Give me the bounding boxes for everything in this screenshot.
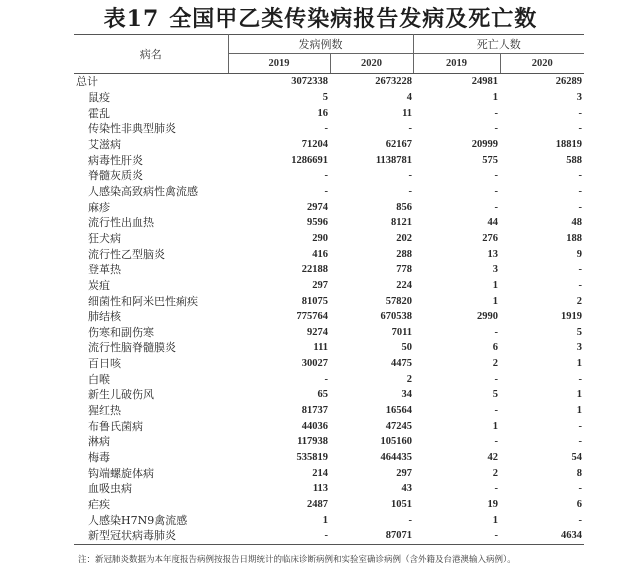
table-title bbox=[0, 2, 641, 33]
table-body bbox=[74, 74, 584, 545]
deaths-2019-cell: 6 bbox=[492, 342, 498, 354]
deaths-2020-cell: 9 bbox=[576, 248, 582, 260]
disease-name: 人感染H7N9禽流感 bbox=[88, 513, 188, 527]
cases-2019-cell: 297 bbox=[312, 279, 328, 291]
header-cases-2019: 2019 bbox=[228, 54, 330, 74]
cases-2019-cell: 290 bbox=[312, 232, 328, 244]
cases-2020-cell: 43 bbox=[401, 483, 412, 495]
cases-2020-cell: 50 bbox=[401, 342, 412, 354]
cases-2020-cell: 4475 bbox=[391, 358, 412, 370]
header-disease-name: 病名 bbox=[74, 35, 228, 74]
table-row bbox=[74, 184, 584, 200]
disease-name: 疟疾 bbox=[88, 498, 110, 512]
deaths-2020-cell: 1 bbox=[576, 358, 582, 370]
deaths-2020-cell: - bbox=[578, 420, 582, 432]
cases-2020-cell: 16564 bbox=[385, 405, 412, 417]
disease-name: 布鲁氏菌病 bbox=[88, 419, 143, 433]
table-row bbox=[74, 371, 584, 387]
cases-2019-cell: 5 bbox=[322, 91, 328, 103]
deaths-2019-cell: - bbox=[494, 373, 498, 385]
disease-name: 炭疽 bbox=[88, 278, 110, 292]
disease-name: 细菌性和阿米巴性痢疾 bbox=[88, 294, 198, 308]
cases-2020-cell: 464435 bbox=[380, 452, 412, 464]
deaths-2020-cell: - bbox=[578, 483, 582, 495]
table-row-total bbox=[74, 74, 584, 90]
table-row bbox=[74, 512, 584, 528]
deaths-2020-cell: 54 bbox=[571, 452, 582, 464]
disease-name: 伤寒和副伤寒 bbox=[88, 325, 154, 339]
disease-name: 血吸虫病 bbox=[88, 482, 132, 496]
disease-name: 流行性脑脊髓膜炎 bbox=[88, 341, 176, 355]
cases-2020-cell: 57820 bbox=[385, 295, 412, 307]
cases-2019-cell: 1 bbox=[322, 514, 328, 526]
disease-name: 流行性乙型脑炎 bbox=[88, 247, 165, 261]
deaths-2020-cell: 588 bbox=[566, 154, 582, 166]
deaths-2019-cell: 2 bbox=[492, 358, 498, 370]
cases-2020-cell: 7011 bbox=[391, 326, 412, 338]
deaths-2019-cell: 2990 bbox=[477, 311, 498, 323]
deaths-2019-cell: 24981 bbox=[471, 76, 498, 88]
deaths-2020-cell: - bbox=[578, 436, 582, 448]
cases-2020-cell: 1051 bbox=[391, 499, 412, 511]
cases-2019-cell: 44036 bbox=[301, 420, 328, 432]
table-row bbox=[74, 293, 584, 309]
table-row bbox=[74, 434, 584, 450]
cases-2020-cell: 202 bbox=[396, 232, 412, 244]
table-row bbox=[74, 403, 584, 419]
deaths-2020-cell: - bbox=[578, 514, 582, 526]
cases-2020-cell: 87071 bbox=[330, 528, 413, 544]
table-row bbox=[74, 215, 584, 231]
disease-name: 百日咳 bbox=[88, 357, 121, 371]
cases-2020-cell: 62167 bbox=[385, 138, 412, 150]
deaths-2019-cell: 42 bbox=[487, 452, 498, 464]
cases-2020-cell: 778 bbox=[396, 264, 412, 276]
deaths-2020-cell: 8 bbox=[576, 467, 582, 479]
cases-2019-cell: - bbox=[324, 185, 328, 197]
table-row bbox=[74, 199, 584, 215]
table-number: 表17 bbox=[103, 6, 160, 32]
deaths-2020-cell: 5 bbox=[576, 326, 582, 338]
deaths-2020-cell: 48 bbox=[571, 217, 582, 229]
cases-2019-cell: 3072338 bbox=[291, 76, 328, 88]
cases-2020-cell: - bbox=[408, 185, 412, 197]
cases-2020-cell: 8121 bbox=[391, 217, 412, 229]
disease-name: 新生儿破伤风 bbox=[88, 388, 154, 402]
deaths-2020-cell: - bbox=[578, 201, 582, 213]
deaths-2020-cell: 26289 bbox=[555, 76, 582, 88]
cases-2020-cell: 2673228 bbox=[375, 76, 412, 88]
deaths-2019-cell: 1 bbox=[492, 295, 498, 307]
disease-name: 鼠疫 bbox=[88, 90, 110, 104]
deaths-2020-cell: 2 bbox=[576, 295, 582, 307]
header-deaths-group: 死亡人数 bbox=[413, 35, 584, 54]
cases-2019-cell: 775764 bbox=[296, 311, 328, 323]
cases-2020-cell: 288 bbox=[396, 248, 412, 260]
cases-2020-cell: 2 bbox=[406, 373, 412, 385]
deaths-2020-cell: - bbox=[578, 279, 582, 291]
header-deaths-2020: 2020 bbox=[500, 54, 584, 74]
cases-2019-cell: 71204 bbox=[301, 138, 328, 150]
deaths-2020-cell: - bbox=[578, 170, 582, 182]
deaths-2019-cell: 5 bbox=[492, 389, 498, 401]
table-row bbox=[74, 325, 584, 341]
deaths-2019-cell: - bbox=[494, 326, 498, 338]
deaths-2019-cell: 1 bbox=[492, 279, 498, 291]
cases-2019-cell: 9274 bbox=[307, 326, 328, 338]
deaths-2019-cell: 2 bbox=[492, 467, 498, 479]
deaths-2019-cell: - bbox=[494, 170, 498, 182]
cases-2019-cell: 30027 bbox=[301, 358, 328, 370]
deaths-2020-cell: - bbox=[578, 123, 582, 135]
deaths-2019-cell: - bbox=[494, 405, 498, 417]
deaths-2019-cell: 1 bbox=[492, 91, 498, 103]
disease-name: 狂犬病 bbox=[88, 231, 121, 245]
cases-2020-cell: - bbox=[408, 514, 412, 526]
header-cases-2020: 2020 bbox=[330, 54, 413, 74]
table-title-text: 全国甲乙类传染病报告发病及死亡数 bbox=[169, 6, 538, 32]
deaths-2019-cell: 1 bbox=[492, 514, 498, 526]
cases-2019-cell: - bbox=[324, 170, 328, 182]
deaths-2020-cell: 188 bbox=[566, 232, 582, 244]
header-deaths-2019: 2019 bbox=[413, 54, 500, 74]
cases-2020-cell: 670538 bbox=[380, 311, 412, 323]
disease-name: 淋病 bbox=[88, 435, 110, 449]
cases-2019-cell: 416 bbox=[312, 248, 328, 260]
deaths-2019-cell: 19 bbox=[487, 499, 498, 511]
cases-2019-cell: 2487 bbox=[307, 499, 328, 511]
header-cases-group: 发病例数 bbox=[228, 35, 413, 54]
deaths-2020-cell: 1 bbox=[576, 405, 582, 417]
disease-name: 肺结核 bbox=[88, 310, 121, 324]
table-row bbox=[74, 340, 584, 356]
table-row bbox=[74, 450, 584, 466]
table-row bbox=[74, 497, 584, 513]
deaths-2019-cell: 20999 bbox=[471, 138, 498, 150]
deaths-2020-cell: - bbox=[578, 107, 582, 119]
cases-2019-cell: 117938 bbox=[297, 436, 328, 448]
cases-2019-cell: 1286691 bbox=[291, 154, 328, 166]
table-row bbox=[74, 246, 584, 262]
deaths-2020-cell: 3 bbox=[576, 91, 582, 103]
deaths-2019-cell: 13 bbox=[487, 248, 498, 260]
deaths-2020-cell: - bbox=[578, 185, 582, 197]
deaths-2020-cell: 3 bbox=[576, 342, 582, 354]
disease-name: 艾滋病 bbox=[88, 137, 121, 151]
cases-2020-cell: 224 bbox=[396, 279, 412, 291]
table-row bbox=[74, 309, 584, 325]
disease-name: 新型冠状病毒肺炎 bbox=[74, 528, 228, 544]
deaths-2019-cell: - bbox=[494, 201, 498, 213]
deaths-2019-cell: 1 bbox=[492, 420, 498, 432]
deaths-2019-cell: - bbox=[413, 528, 500, 544]
cases-2019-cell: 16 bbox=[317, 107, 328, 119]
deaths-2020-cell: 4634 bbox=[500, 528, 584, 544]
deaths-2019-cell: - bbox=[494, 436, 498, 448]
table-row bbox=[74, 528, 584, 544]
cases-2019-cell: - bbox=[324, 123, 328, 135]
table-row bbox=[74, 465, 584, 481]
deaths-2020-cell: - bbox=[578, 373, 582, 385]
cases-2020-cell: 856 bbox=[396, 201, 412, 213]
cases-2019-cell: 9596 bbox=[307, 217, 328, 229]
cases-2019-cell: 81075 bbox=[301, 295, 328, 307]
cases-2019-cell: 22188 bbox=[301, 264, 328, 276]
table-row bbox=[74, 387, 584, 403]
table-row bbox=[74, 356, 584, 372]
cases-2019-cell: 214 bbox=[312, 467, 328, 479]
disease-name: 白喉 bbox=[88, 372, 110, 386]
disease-stats-table bbox=[74, 34, 584, 545]
cases-2019-cell: - bbox=[324, 373, 328, 385]
table-row bbox=[74, 278, 584, 294]
disease-name: 传染性非典型肺炎 bbox=[88, 122, 176, 136]
cases-2020-cell: - bbox=[408, 170, 412, 182]
deaths-2019-cell: 44 bbox=[487, 217, 498, 229]
disease-name: 总计 bbox=[76, 75, 98, 89]
deaths-2020-cell: 6 bbox=[576, 499, 582, 511]
deaths-2019-cell: 3 bbox=[492, 264, 498, 276]
cases-2020-cell: 11 bbox=[402, 107, 412, 119]
disease-name: 人感染高致病性禽流感 bbox=[88, 184, 198, 198]
cases-2019-cell: 535819 bbox=[296, 452, 328, 464]
cases-2020-cell: 297 bbox=[396, 467, 412, 479]
cases-2020-cell: 4 bbox=[406, 91, 412, 103]
table-row bbox=[74, 418, 584, 434]
cases-2019-cell: 81737 bbox=[301, 405, 328, 417]
deaths-2019-cell: - bbox=[494, 123, 498, 135]
table-row bbox=[74, 152, 584, 168]
table-row bbox=[74, 262, 584, 278]
table-header bbox=[74, 35, 584, 74]
deaths-2020-cell: 1919 bbox=[561, 311, 582, 323]
disease-name: 病毒性肝炎 bbox=[88, 153, 143, 167]
cases-2019-cell: - bbox=[228, 528, 330, 544]
disease-name: 登革热 bbox=[88, 263, 121, 277]
cases-2019-cell: 65 bbox=[317, 389, 328, 401]
disease-name: 霍乱 bbox=[88, 106, 110, 120]
disease-name: 梅毒 bbox=[88, 451, 110, 465]
table-row bbox=[74, 105, 584, 121]
cases-2020-cell: 34 bbox=[401, 389, 412, 401]
deaths-2019-cell: 575 bbox=[482, 154, 498, 166]
cases-2020-cell: - bbox=[408, 123, 412, 135]
table-row bbox=[74, 481, 584, 497]
disease-name: 钩端螺旋体病 bbox=[88, 466, 154, 480]
cases-2019-cell: 113 bbox=[312, 483, 328, 495]
deaths-2019-cell: 276 bbox=[482, 232, 498, 244]
disease-name: 脊髓灰质炎 bbox=[88, 169, 143, 183]
disease-name: 麻疹 bbox=[88, 200, 110, 214]
table-row bbox=[74, 121, 584, 137]
deaths-2019-cell: - bbox=[494, 185, 498, 197]
deaths-2020-cell: - bbox=[578, 264, 582, 276]
cases-2020-cell: 47245 bbox=[385, 420, 412, 432]
deaths-2020-cell: 1 bbox=[576, 389, 582, 401]
cases-2020-cell: 105160 bbox=[380, 436, 412, 448]
disease-name: 流行性出血热 bbox=[88, 216, 154, 230]
table-row bbox=[74, 137, 584, 153]
deaths-2020-cell: 18819 bbox=[555, 138, 582, 150]
deaths-2019-cell: - bbox=[494, 483, 498, 495]
cases-2020-cell: 1138781 bbox=[375, 154, 412, 166]
table-row bbox=[74, 90, 584, 106]
table-row bbox=[74, 231, 584, 247]
cases-2019-cell: 111 bbox=[313, 342, 328, 354]
footnote: 注：新冠肺炎数据为本年度报告病例按报告日期统计的临床诊断病例和实验室确诊病例（含外籍及台港澳输入病例）。 bbox=[78, 555, 516, 565]
disease-name: 猩红热 bbox=[88, 404, 121, 418]
deaths-2019-cell: - bbox=[494, 107, 498, 119]
table-row bbox=[74, 168, 584, 184]
cases-2019-cell: 2974 bbox=[307, 201, 328, 213]
